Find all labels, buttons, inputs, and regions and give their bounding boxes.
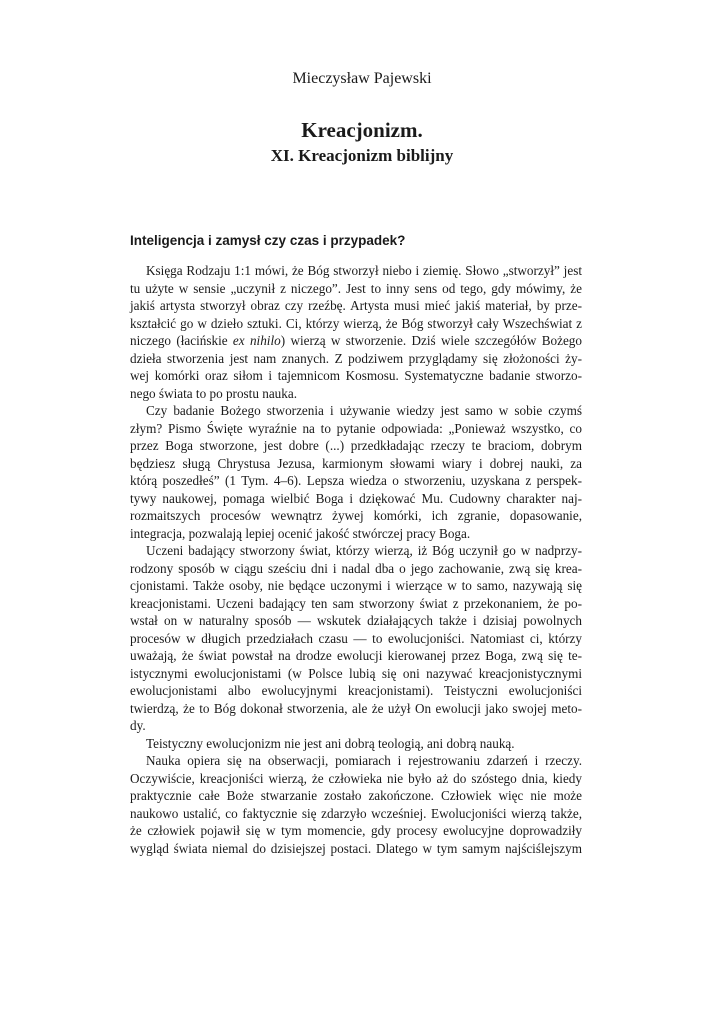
body-line: rozmaitszych procesów wewnątrz żywej komórki, ich zgranie, dopasowanie, — [130, 508, 582, 523]
body-line: Teistyczny ewolucjonizm nie jest ani dobrą teologią, ani dobrą nauką. — [146, 735, 515, 751]
body-line: którą poszedłeś” (1 Tym. 4–6). Lepsza wiedza o stworzeniu, uzyskana z perspek- — [130, 473, 582, 488]
body-line: tywy naukowej, pomaga wielbić Boga i dziękować Mu. Cudowny charakter naj- — [130, 490, 582, 506]
body-line: twierdzą, że to Bóg dokonał stworzenia, ale że użył On ewolucji jako swojej meto- — [130, 700, 582, 716]
body-line: tu użyte w sensie „uczynił z niczego”. Jest to inny sens od tego, gdy mówimy, że — [130, 280, 582, 296]
body-line: Nauka opiera się na obserwacji, pomiarach i rejestrowaniu zdarzeń i rzeczy. — [146, 753, 582, 768]
body-line: cjonistami. Także osoby, nie będące uczonymi i wierzące w to samo, nazywają się — [130, 578, 582, 593]
body-line: przez Boga stworzone, jest dobre (...) przedkładając rzeczy te braciom, dobrym — [130, 438, 582, 453]
body-line: istycznymi ewolucjonistami (w Polsce lubią się oni nazywać kreacjonistycznymi — [130, 665, 582, 681]
document-title: Kreacjonizm. — [301, 118, 423, 142]
body-line: rodzony sposób w ciągu sześciu dni i nadal dba o jego zachowanie, zwą się krea- — [130, 560, 582, 576]
author-name: Mieczysław Pajewski — [292, 70, 432, 87]
body-line: kreacjonistami. Uczeni badający ten sam stworzony świat z przekonaniem, że po- — [130, 595, 582, 611]
body-line: procesów w długich przedziałach czasu — to ewolucjoniści. Natomiast ci, którzy — [130, 630, 582, 646]
body-line: integracja, pozwalają lepiej ocenić jakość stwórczej pracy Boga. — [130, 525, 471, 541]
body-line: praktycznie całe Boże stwarzanie zostało zakończone. Człowiek więc nie może — [130, 788, 582, 803]
body-line: że człowiek pojawił się w tym momencie, gdy procesy ewolucyjne doprowadziły — [130, 823, 582, 838]
body-line: wygląd świata niemal do dzisiejszej postaci. Dlatego w tym samym najściślejszym — [130, 840, 582, 856]
body-line: wstał on w naturalny sposób — wskutek działających także i dzisiaj powolnych — [130, 613, 582, 628]
body-line: uważają, że świat powstał na drodze ewolucji kierowanej przez Boga, zwą się te- — [130, 648, 582, 663]
body-line: będziesz sługą Chrystusa Jezusa, karmionym słowami wiary i dobrej nauki, za — [130, 455, 582, 471]
body-line: Księga Rodzaju 1:1 mówi, że Bóg stworzył niebo i ziemię. Słowo „stworzył” jest — [146, 263, 582, 278]
body-line: Czy badanie Bożego stworzenia i używanie wiedzy jest samo w sobie czymś — [146, 403, 582, 418]
section-heading: Inteligencja i zamysł czy czas i przypadek? — [130, 233, 406, 248]
body-line: ewolucjonistami albo ewolucyjnymi kreacjonistami). Teistyczni ewolucjoniści — [130, 683, 582, 698]
body-line: nego świata to po prostu nauka. — [130, 385, 298, 401]
body-line: naukowo ustalić, co faktycznie się zdarzyło wcześniej. Ewolucjoniści wierzą także, — [130, 805, 582, 821]
body-line: jakiś artysta stworzył obraz czy rzeźbę. Artysta musi mieć jakiś materiał, by prze- — [130, 298, 582, 313]
body-line: dzieła stworzenia jest nam znanych. Z podziwem przyglądamy się złożoności ży- — [130, 350, 582, 366]
body-line: złym? Pismo Święte wyraźnie na to pytanie odpowiada: „Ponieważ wszystko, co — [130, 420, 582, 436]
body-text — [130, 262, 582, 857]
body-line: niczego (łacińskie ex nihilo) wierzą w stworzenie. Dziś wiele szczegółów Bożego — [130, 333, 582, 348]
body-line: Oczywiście, kreacjoniści wierzą, że człowieka nie było aż do szóstego dnia, kiedy — [130, 770, 582, 786]
body-line: dy. — [130, 718, 146, 733]
body-line: Uczeni badający stworzony świat, którzy wierzą, iż Bóg uczynił go w nadprzy- — [146, 543, 582, 558]
document-subtitle: XI. Kreacjonizm biblijny — [270, 146, 454, 165]
body-line: kształcić go w dzieło sztuki. Ci, którzy wierzą, że Bóg stworzył cały Wszechświat z — [130, 315, 582, 331]
body-line: wej komórki oraz siłom i tajemnicom Kosmosu. Systematyczne badanie stworzo- — [130, 368, 582, 383]
